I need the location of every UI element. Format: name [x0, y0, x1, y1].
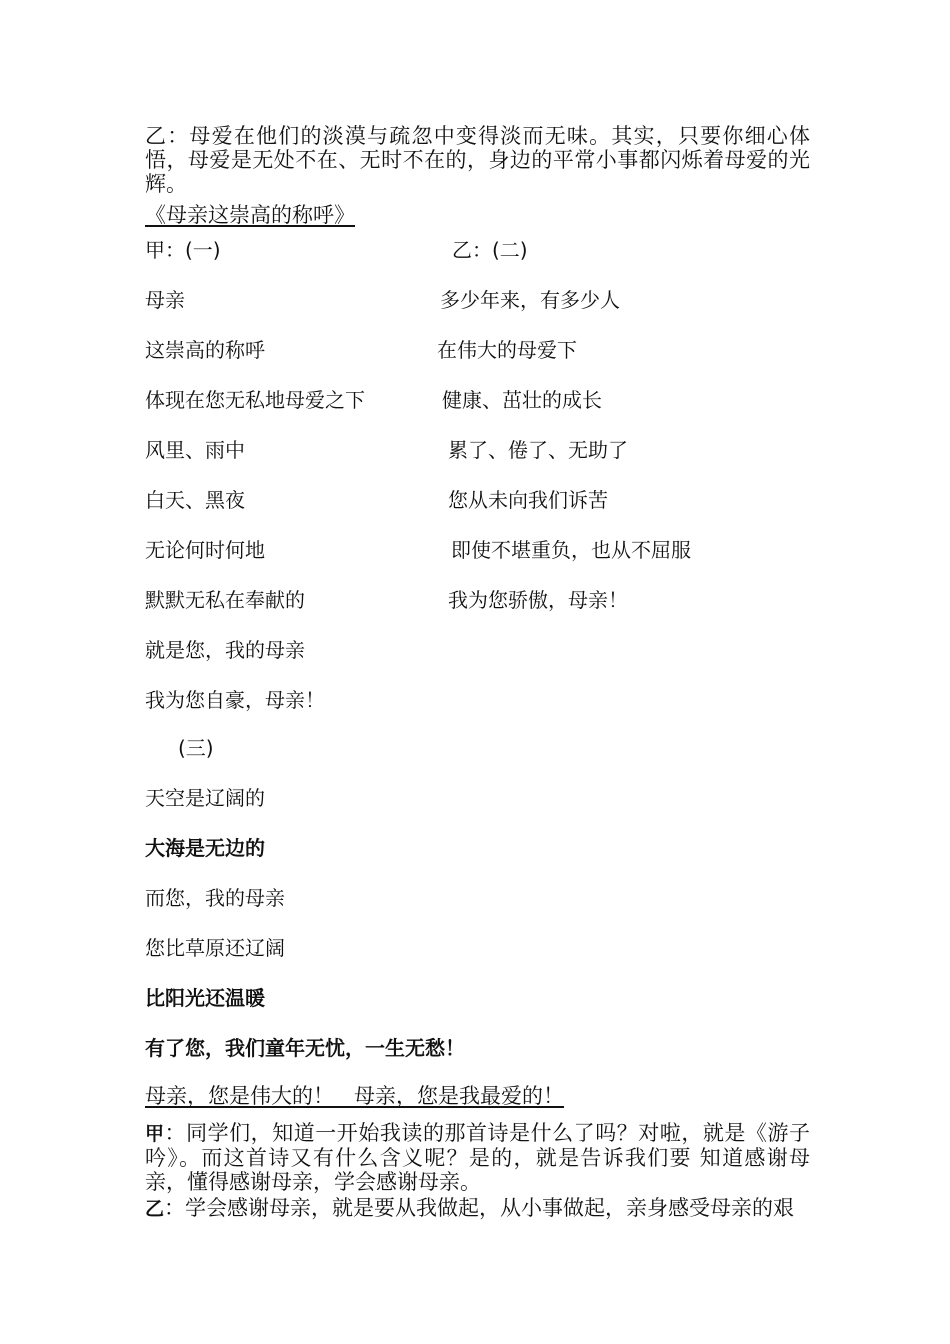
poem-line: 健康、茁壮的成长	[442, 388, 602, 412]
intro-paragraph: 乙：母爱在他们的淡漠与疏忽中变得淡而无味。其实，只要你细心体悟，母爱是无处不在、无时不在的，身边的平常小事都闪烁着母爱的光辉。	[145, 124, 810, 196]
poem-line: 体现在您无私地母爱之下	[145, 388, 365, 412]
poem-line: 在伟大的母爱下	[437, 338, 577, 362]
dialogue-yi	[145, 1196, 810, 1221]
poem-line: 我为您骄傲，母亲！	[448, 588, 628, 612]
poem-line: 白天、黑夜	[145, 488, 245, 512]
speaker-jia: 甲	[145, 1123, 165, 1145]
poem-line: 我为您自豪，母亲！	[145, 688, 325, 712]
poem-line: 大海是无边的	[145, 836, 265, 860]
poem-line: 就是您，我的母亲	[145, 638, 305, 662]
dialogue-jia	[145, 1121, 810, 1194]
section-two-heading: 乙：(二)	[452, 238, 528, 262]
poem-line: 默默无私在奉献的	[145, 588, 305, 612]
poem-line: 多少年来，有多少人	[440, 288, 620, 312]
poem-line: 即使不堪重负，也从不屈服	[451, 538, 691, 562]
poem-line: 有了您，我们童年无忧，一生无愁！	[145, 1036, 465, 1060]
poem-line: 而您，我的母亲	[145, 886, 285, 910]
speaker-yi: 乙	[145, 1198, 165, 1220]
poem-line: 您比草原还辽阔	[145, 936, 285, 960]
dialogue-yi-text: ：学会感谢母亲，就是要从我做起，从小事做起，亲身感受母亲的艰	[164, 1196, 795, 1220]
section-three-heading: (三)	[178, 736, 214, 760]
poem-line: 风里、雨中	[145, 438, 245, 462]
poem-title: 《母亲这崇高的称呼》	[145, 203, 355, 227]
closing-line: 母亲，您是伟大的！ 母亲，您是我最爱的！	[145, 1084, 565, 1108]
poem-line: 天空是辽阔的	[145, 786, 265, 810]
poem-line: 无论何时何地	[145, 538, 265, 562]
poem-line: 您从未向我们诉苦	[448, 488, 608, 512]
poem-line: 累了、倦了、无助了	[448, 438, 628, 462]
section-one-heading: 甲：(一)	[145, 238, 221, 262]
poem-line: 这崇高的称呼	[145, 338, 265, 362]
poem-line: 比阳光还温暖	[145, 986, 265, 1010]
poem-line: 母亲	[145, 288, 185, 312]
dialogue-jia-text: ：同学们，知道一开始我读的那首诗是什么了吗？对啦，就是《游子吟》。而这首诗又有什么含义呢？是的，就是告诉我们要 知道感谢母亲，懂得感谢母亲，学会感谢母亲。	[145, 1121, 810, 1194]
